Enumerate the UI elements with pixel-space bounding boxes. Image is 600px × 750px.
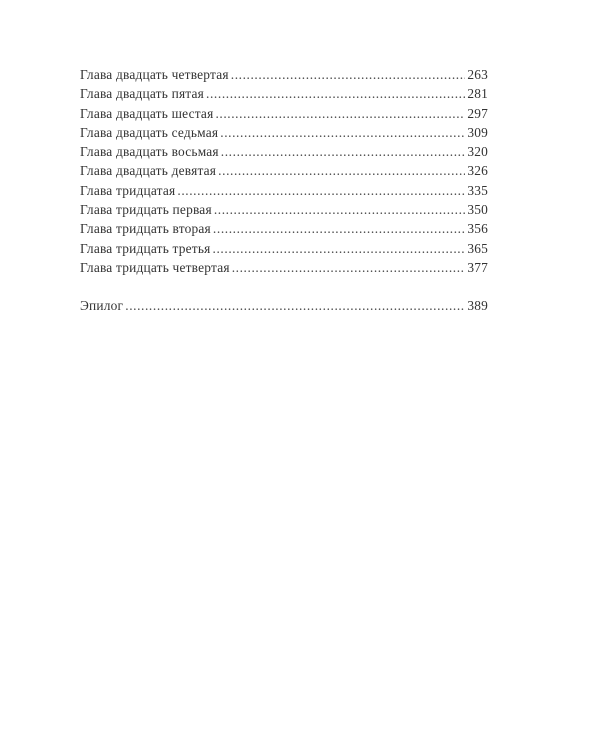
toc-entry-title: Глава двадцать восьмая [80, 144, 219, 160]
toc-entry-chapter-30[interactable] [80, 183, 488, 202]
dot-leader [213, 221, 465, 237]
toc-entry-page-number: 281 [467, 86, 488, 102]
dot-leader [232, 260, 466, 276]
toc-entry-chapter-33[interactable] [80, 241, 488, 260]
dot-leader [221, 144, 466, 160]
dot-leader [214, 202, 466, 218]
toc-entry-page-number: 263 [467, 67, 488, 82]
toc-entry-page-number: 326 [467, 163, 488, 179]
dot-leader [206, 86, 465, 102]
toc-entry-chapter-29[interactable] [80, 163, 488, 182]
toc-entry-chapter-34[interactable] [80, 260, 488, 279]
toc-entry-chapter-27[interactable] [80, 125, 488, 144]
toc-entry-page-number: 320 [467, 144, 488, 160]
toc-entry-title: Глава тридцатая [80, 182, 176, 198]
dot-leader [231, 67, 466, 83]
dot-leader [215, 106, 465, 122]
toc-entry-title: Глава тридцать первая [80, 202, 212, 218]
toc-entry-title: Глава тридцать четвертая [80, 259, 230, 275]
toc-entry-chapter-24[interactable] [80, 67, 488, 86]
toc-entry-chapter-32[interactable] [80, 221, 488, 240]
table-of-contents [80, 67, 488, 318]
toc-entry-page-number: 365 [467, 240, 488, 256]
toc-entry-title: Глава двадцать четвертая [80, 67, 229, 82]
toc-entry-page-number: 377 [467, 259, 488, 275]
toc-entry-page-number: 297 [467, 105, 488, 121]
toc-entry-title: Глава двадцать пятая [80, 86, 205, 102]
toc-entry-chapter-26[interactable] [80, 106, 488, 125]
toc-entry-title: Глава двадцать девятая [80, 163, 217, 179]
dot-leader [220, 125, 465, 141]
toc-entry-page-number: 350 [467, 202, 488, 218]
dot-leader [125, 298, 465, 314]
toc-entry-title: Эпилог [80, 298, 124, 314]
dot-leader [218, 163, 465, 179]
toc-entry-title: Глава тридцать вторая [80, 221, 211, 237]
chapter-list [80, 67, 488, 279]
dot-leader [177, 183, 465, 199]
toc-entry-chapter-31[interactable] [80, 202, 488, 221]
toc-entry-page-number: 389 [467, 298, 488, 314]
toc-entry-title: Глава двадцать шестая [80, 105, 214, 121]
toc-entry-page-number: 356 [467, 221, 488, 237]
toc-entry-page-number: 309 [467, 124, 488, 140]
toc-entry-chapter-25[interactable] [80, 86, 488, 105]
toc-entry-title: Глава двадцать седьмая [80, 124, 219, 140]
dot-leader [213, 241, 466, 257]
toc-entry-chapter-28[interactable] [80, 144, 488, 163]
toc-entry-title: Глава тридцать третья [80, 240, 211, 256]
section-spacer [80, 279, 488, 298]
toc-entry-page-number: 335 [467, 182, 488, 198]
toc-entry-epilogue[interactable] [80, 298, 488, 317]
